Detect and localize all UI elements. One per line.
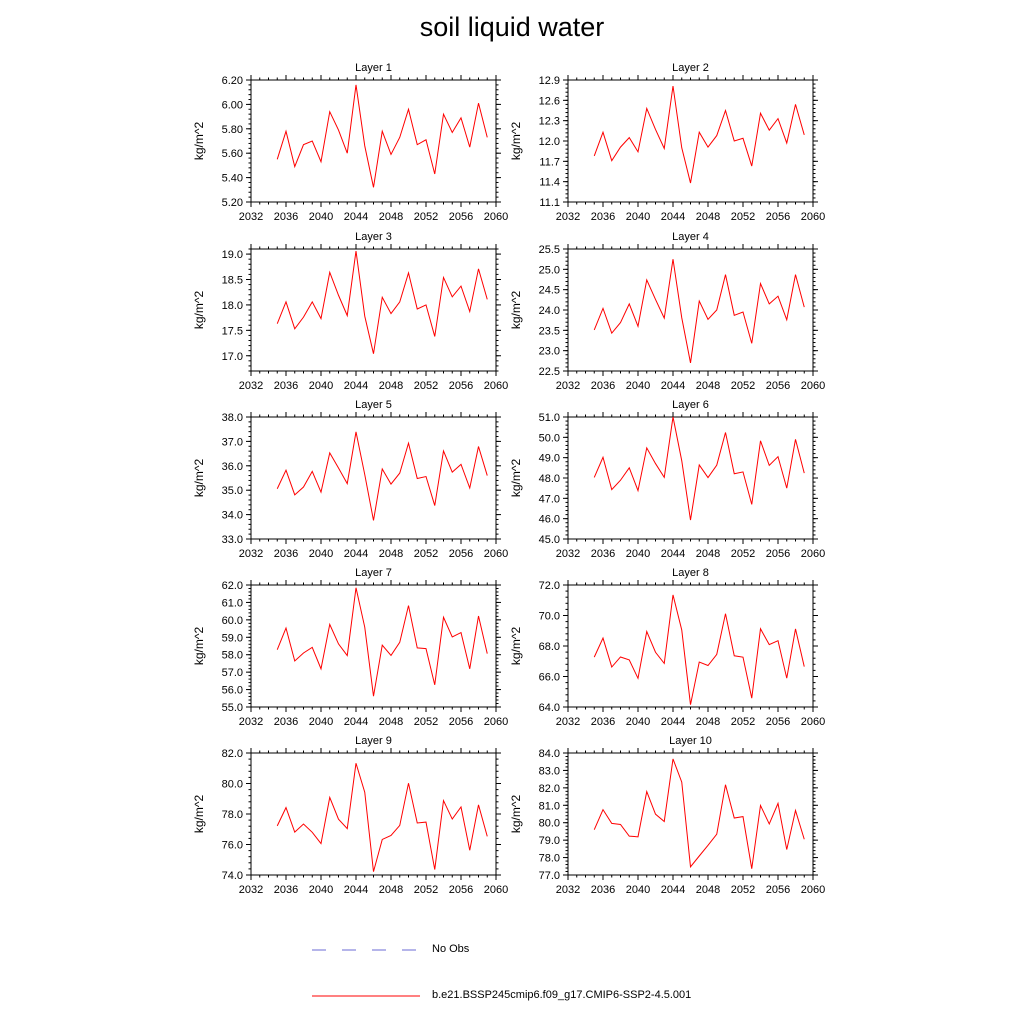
x-tick-label: 2044 <box>343 884 369 896</box>
x-tick-label: 2044 <box>660 884 686 896</box>
x-tick-label: 2052 <box>730 716 756 728</box>
y-axis-label: kg/m^2 <box>192 626 206 666</box>
y-tick-label: 68.0 <box>538 641 560 653</box>
y-tick-label: 49.0 <box>538 452 560 465</box>
y-tick-label: 61.0 <box>221 597 243 610</box>
y-tick-label: 18.0 <box>221 299 243 312</box>
x-tick-label: 2048 <box>695 211 721 223</box>
y-tick-label: 12.3 <box>538 115 560 128</box>
y-tick-label: 6.20 <box>221 75 243 87</box>
x-tick-label: 2044 <box>343 716 369 728</box>
y-tick-label: 80.0 <box>538 817 560 830</box>
legend-label-no-obs: No Obs <box>432 943 470 955</box>
x-tick-label: 2044 <box>343 548 369 560</box>
chart-title: soil liquid water <box>419 12 605 42</box>
x-tick-label: 2052 <box>730 548 756 560</box>
x-tick-label: 2044 <box>660 380 686 392</box>
y-tick-label: 18.5 <box>221 274 243 287</box>
y-tick-label: 76.0 <box>221 839 243 852</box>
x-tick-label: 2040 <box>625 548 651 560</box>
x-tick-label: 2032 <box>238 548 264 560</box>
y-tick-label: 5.40 <box>221 172 243 185</box>
y-tick-label: 19.0 <box>221 249 243 262</box>
y-tick-label: 34.0 <box>221 509 243 522</box>
x-tick-label: 2056 <box>765 548 791 560</box>
y-axis-label: kg/m^2 <box>192 290 206 330</box>
y-tick-label: 57.0 <box>221 667 243 680</box>
x-tick-label: 2032 <box>238 884 264 896</box>
panel-title: Layer 3 <box>355 231 392 243</box>
y-tick-label: 48.0 <box>538 473 560 485</box>
panel-title: Layer 2 <box>672 62 709 74</box>
x-tick-label: 2040 <box>625 716 651 728</box>
y-tick-label: 78.0 <box>221 809 243 821</box>
x-tick-label: 2056 <box>765 211 791 223</box>
x-tick-label: 2048 <box>695 380 721 392</box>
x-tick-label: 2044 <box>660 716 686 728</box>
y-tick-label: 24.5 <box>538 284 560 297</box>
panel-title: Layer 9 <box>355 735 392 747</box>
y-tick-label: 17.5 <box>221 325 243 338</box>
x-tick-label: 2044 <box>343 380 369 392</box>
x-tick-label: 2056 <box>448 884 474 896</box>
x-tick-label: 2060 <box>483 211 509 223</box>
y-tick-label: 45.0 <box>538 534 560 546</box>
x-tick-label: 2048 <box>378 716 404 728</box>
y-tick-label: 82.0 <box>538 782 560 795</box>
x-tick-label: 2032 <box>238 380 264 392</box>
y-tick-label: 24.0 <box>538 305 560 317</box>
x-tick-label: 2036 <box>590 211 616 223</box>
x-tick-label: 2032 <box>555 716 581 728</box>
x-tick-label: 2032 <box>555 211 581 223</box>
x-tick-label: 2036 <box>590 716 616 728</box>
x-tick-label: 2048 <box>695 884 721 896</box>
y-tick-label: 83.0 <box>538 765 560 778</box>
x-tick-label: 2048 <box>695 716 721 728</box>
x-tick-label: 2044 <box>660 211 686 223</box>
x-tick-label: 2056 <box>448 716 474 728</box>
x-tick-label: 2052 <box>730 884 756 896</box>
y-axis-label: kg/m^2 <box>192 458 206 498</box>
x-tick-label: 2036 <box>273 716 299 728</box>
panel-title: Layer 10 <box>669 735 712 747</box>
y-tick-label: 56.0 <box>221 684 243 697</box>
x-tick-label: 2060 <box>800 380 826 392</box>
x-tick-label: 2060 <box>483 548 509 560</box>
y-tick-label: 22.5 <box>538 366 560 378</box>
y-axis-label: kg/m^2 <box>509 794 523 834</box>
y-axis-label: kg/m^2 <box>509 458 523 498</box>
y-tick-label: 5.80 <box>221 123 243 136</box>
y-tick-label: 12.9 <box>538 75 560 87</box>
x-tick-label: 2060 <box>483 716 509 728</box>
x-tick-label: 2060 <box>800 716 826 728</box>
y-tick-label: 59.0 <box>221 632 243 645</box>
y-tick-label: 80.0 <box>221 778 243 791</box>
x-tick-label: 2040 <box>625 884 651 896</box>
x-tick-label: 2036 <box>590 548 616 560</box>
panel-title: Layer 6 <box>672 399 709 411</box>
x-tick-label: 2048 <box>378 884 404 896</box>
y-tick-label: 46.0 <box>538 513 560 526</box>
x-tick-label: 2056 <box>448 380 474 392</box>
x-tick-label: 2060 <box>483 884 509 896</box>
x-tick-label: 2036 <box>273 884 299 896</box>
x-tick-label: 2048 <box>378 211 404 223</box>
y-tick-label: 62.0 <box>221 580 243 592</box>
y-axis-label: kg/m^2 <box>509 626 523 666</box>
x-tick-label: 2056 <box>765 884 791 896</box>
y-tick-label: 78.0 <box>538 852 560 865</box>
x-tick-label: 2036 <box>590 380 616 392</box>
y-tick-label: 77.0 <box>538 870 560 882</box>
x-tick-label: 2040 <box>308 380 334 392</box>
y-tick-label: 11.4 <box>539 176 560 189</box>
y-tick-label: 51.0 <box>538 412 560 424</box>
x-tick-label: 2040 <box>308 211 334 223</box>
y-tick-label: 81.0 <box>538 800 560 813</box>
y-tick-label: 47.0 <box>538 493 560 506</box>
y-tick-label: 82.0 <box>221 748 243 760</box>
y-tick-label: 5.60 <box>221 148 243 161</box>
x-tick-label: 2060 <box>800 548 826 560</box>
y-tick-label: 33.0 <box>221 534 243 546</box>
x-tick-label: 2040 <box>308 716 334 728</box>
y-tick-label: 84.0 <box>538 748 560 760</box>
y-tick-label: 17.0 <box>221 350 243 363</box>
y-tick-label: 66.0 <box>538 671 560 684</box>
x-tick-label: 2040 <box>308 884 334 896</box>
legend-label-model: b.e21.BSSP245cmip6.f09_g17.CMIP6-SSP2-4.5.001 <box>432 989 692 1001</box>
x-tick-label: 2048 <box>378 548 404 560</box>
y-tick-label: 25.5 <box>538 244 560 256</box>
panel-title: Layer 5 <box>355 399 392 411</box>
y-tick-label: 50.0 <box>538 432 560 445</box>
x-tick-label: 2060 <box>483 380 509 392</box>
y-axis-label: kg/m^2 <box>509 121 523 161</box>
panel-title: Layer 1 <box>355 62 392 74</box>
x-tick-label: 2032 <box>238 211 264 223</box>
y-tick-label: 64.0 <box>538 702 560 714</box>
x-tick-label: 2044 <box>660 548 686 560</box>
y-tick-label: 38.0 <box>221 412 243 424</box>
x-tick-label: 2052 <box>413 716 439 728</box>
x-tick-label: 2040 <box>625 211 651 223</box>
y-axis-label: kg/m^2 <box>192 794 206 834</box>
y-tick-label: 37.0 <box>221 436 243 449</box>
y-tick-label: 12.0 <box>538 136 560 148</box>
y-tick-label: 70.0 <box>538 610 560 623</box>
y-tick-label: 6.00 <box>221 99 243 112</box>
x-tick-label: 2052 <box>413 884 439 896</box>
y-tick-label: 79.0 <box>538 835 560 848</box>
y-tick-label: 11.1 <box>539 197 560 209</box>
x-tick-label: 2040 <box>625 380 651 392</box>
y-tick-label: 55.0 <box>221 702 243 714</box>
y-tick-label: 11.7 <box>539 156 560 169</box>
x-tick-label: 2048 <box>695 548 721 560</box>
x-tick-label: 2052 <box>413 380 439 392</box>
panel-title: Layer 4 <box>672 231 709 243</box>
x-tick-label: 2044 <box>343 211 369 223</box>
x-tick-label: 2036 <box>273 211 299 223</box>
y-tick-label: 58.0 <box>221 649 243 662</box>
y-axis-label: kg/m^2 <box>192 121 206 161</box>
x-tick-label: 2032 <box>555 548 581 560</box>
y-tick-label: 35.0 <box>221 485 243 498</box>
y-tick-label: 36.0 <box>221 460 243 473</box>
x-tick-label: 2056 <box>765 716 791 728</box>
x-tick-label: 2052 <box>413 211 439 223</box>
x-tick-label: 2056 <box>765 380 791 392</box>
y-axis-label: kg/m^2 <box>509 290 523 330</box>
x-tick-label: 2032 <box>238 716 264 728</box>
y-tick-label: 60.0 <box>221 614 243 627</box>
y-tick-label: 23.5 <box>538 325 560 338</box>
x-tick-label: 2060 <box>800 211 826 223</box>
y-tick-label: 5.20 <box>221 197 243 209</box>
x-tick-label: 2052 <box>730 380 756 392</box>
y-tick-label: 25.0 <box>538 264 560 277</box>
x-tick-label: 2052 <box>413 548 439 560</box>
x-tick-label: 2040 <box>308 548 334 560</box>
panel-title: Layer 8 <box>672 567 709 579</box>
x-tick-label: 2052 <box>730 211 756 223</box>
x-tick-label: 2060 <box>800 884 826 896</box>
y-tick-label: 12.6 <box>538 95 560 108</box>
x-tick-label: 2036 <box>590 884 616 896</box>
x-tick-label: 2032 <box>555 884 581 896</box>
y-tick-label: 23.0 <box>538 345 560 358</box>
x-tick-label: 2048 <box>378 380 404 392</box>
x-tick-label: 2056 <box>448 211 474 223</box>
y-tick-label: 74.0 <box>221 870 243 882</box>
x-tick-label: 2032 <box>555 380 581 392</box>
x-tick-label: 2036 <box>273 548 299 560</box>
x-tick-label: 2056 <box>448 548 474 560</box>
panel-title: Layer 7 <box>355 567 392 579</box>
y-tick-label: 72.0 <box>538 580 560 592</box>
x-tick-label: 2036 <box>273 380 299 392</box>
